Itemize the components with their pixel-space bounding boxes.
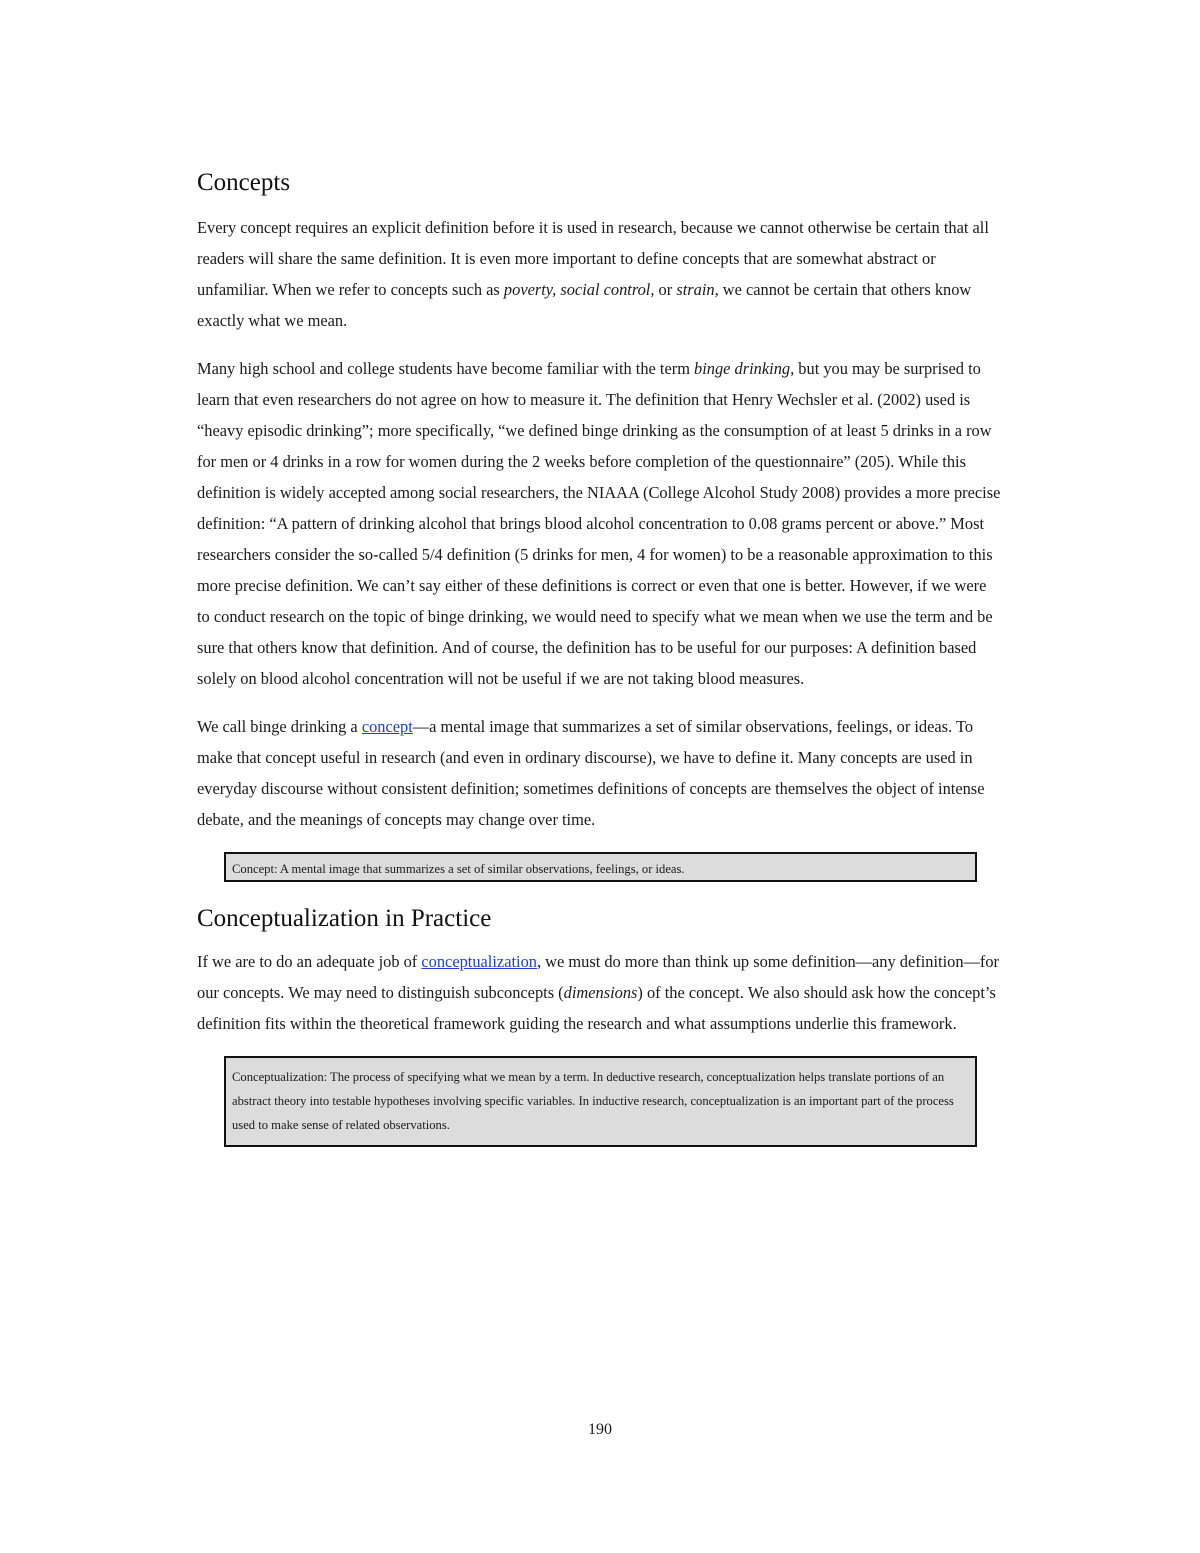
paragraph-concepts-intro [197,212,1003,336]
page-content [197,168,1003,1147]
emphasis-text: poverty, social control, [503,280,655,299]
page-number: 190 [588,1421,612,1438]
section-heading-conceptualization: Conceptualization in Practice [197,905,492,932]
conceptualization-link[interactable]: conceptualization [421,952,537,971]
paragraph-concept-definition [197,711,1003,835]
text-span: we cannot be certain that others know exactly what we mean. [197,280,972,330]
text-span: Many high school and college students have become familiar with the term [197,359,695,378]
text-span: We call binge drinking a [197,717,362,736]
definition-box-concept: Concept: A mental image that summarizes a set of similar observations, feelings, or ideas. [224,852,977,882]
section-heading-concepts: Concepts [197,169,291,196]
paragraph-binge-drinking [197,353,1003,694]
paragraph-conceptualization [197,946,1003,1039]
text-span: or [654,280,677,299]
text-span: Every concept requires an explicit definition before it is used in research, because we cannot otherwise be certain that all readers will share the same definition. It is even more important to define concepts that are somewhat abstract or unfamiliar. When we refer to concepts such as [197,218,989,299]
emphasis-text: strain, [676,280,719,299]
text-span: ) of the concept. We also should ask how the concept’s definition fits within the theoretical framework guiding the research and what assumptions underlie this framework. [197,983,996,1033]
text-span: but you may be surprised to learn that even researchers do not agree on how to measure it. The definition that Henry Wechsler et al. (2002) used is “heavy episodic drinking”; more specifically, “we defined binge drinking as the consumption of at least 5 drinks in a row for men or 4 drinks in a row for women during the 2 weeks before completion of the questionnaire” (205). While this definition is widely accepted among social researchers, the NIAAA (College Alcohol Study 2008) provides a more precise definition: “A pattern of drinking alcohol that brings blood alcohol concentration to 0.08 grams percent or above.” Most researchers consider the so-called 5/4 definition (5 drinks for men, 4 for women) to be a reasonable approximation to this more precise definition. We can’t say either of these definitions is correct or even that one is better. However, if we were to conduct research on the topic of binge drinking, we would need to specify what we mean when we use the term and be sure that others know that definition. And of course, the definition has to be useful for our purposes: A definition based solely on blood alcohol concentration will not be useful if we are not taking blood measures. [197,359,1001,688]
emphasis-text: dimensions [563,983,638,1002]
concept-link[interactable]: concept [361,717,413,736]
text-span: , we must do more than think up some definition—any definition—for our concepts. We may need to distinguish subconcepts ( [197,952,1000,1002]
text-span: If we are to do an adequate job of [197,952,422,971]
emphasis-text: binge drinking, [694,359,795,378]
text-span: —a mental image that summarizes a set of similar observations, feelings, or ideas. To make that concept useful in research (and even in ordinary discourse), we have to define it. Many concepts are used in everyday discourse without consistent definition; sometimes definitions of concepts are themselves the object of intense debate, and the meanings of concepts may change over time. [197,717,985,829]
definition-box-conceptualization: Conceptualization: The process of specifying what we mean by a term. In deductive research, conceptualization helps translate portions of an abstract theory into testable hypotheses involving specific variables. In inductive research, conceptualization is an important part of the process used to make sense of related observations. [224,1056,977,1147]
